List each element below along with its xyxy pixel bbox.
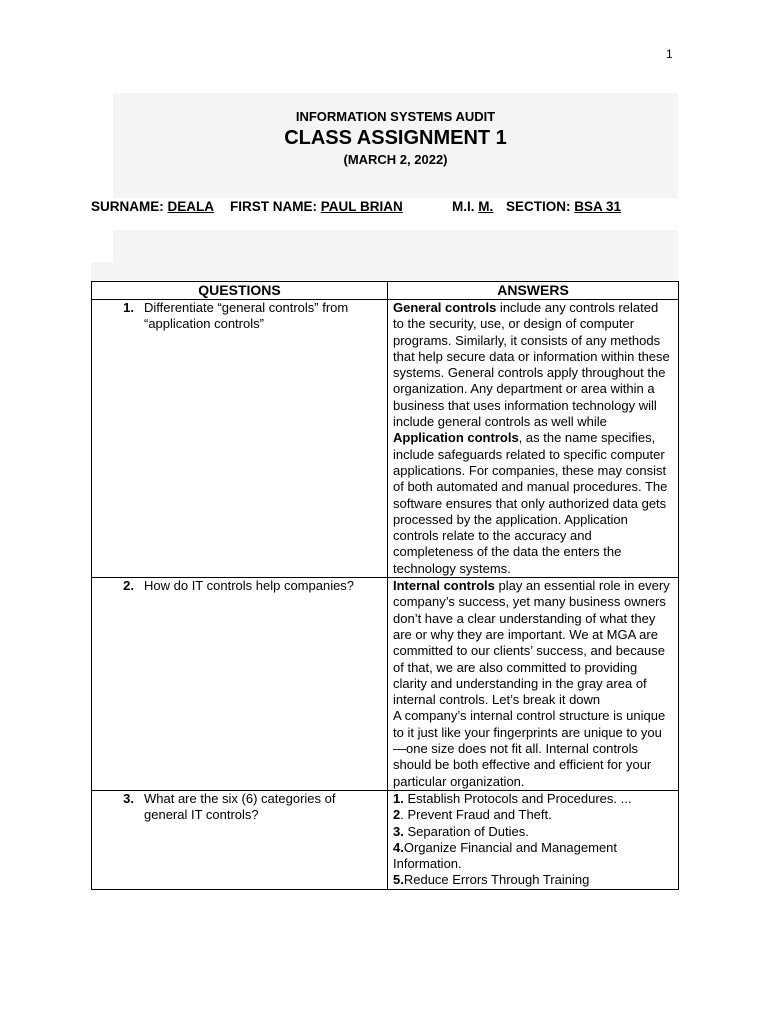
surname-label: SURNAME: (91, 199, 164, 214)
header-shading-corner (91, 262, 113, 280)
section-field (506, 199, 621, 214)
table-row (92, 300, 679, 578)
answers-header: ANSWERS (388, 282, 679, 300)
list-item-text: Separation of Duties. (403, 823, 529, 839)
course-title: INFORMATION SYSTEMS AUDIT (295, 109, 496, 124)
answer-term-application-controls: Application controls (393, 430, 519, 446)
list-item-text: . Prevent Fraud and Theft. (400, 807, 552, 823)
question-text: Differentiate “general controls” from “application controls” (144, 300, 349, 332)
table-row (92, 578, 679, 791)
question-text: What are the six (6) categories of general IT controls? (144, 790, 336, 823)
mi-label: M.I. (452, 199, 475, 214)
first-name-value: PAUL BRIAN (320, 199, 403, 214)
answer-term-internal-controls: Internal controls (393, 578, 495, 594)
list-item-number: 4. (393, 839, 404, 855)
answer-list-item (393, 791, 672, 807)
answer-list-item (393, 824, 672, 840)
answer-text: play an essential role in every company’s success, yet many business owners don’t have a clear understanding of what they are or why they are important. We at MGA are committed to our clients’ success, and because of that, we are also committed to providing clarity and understanding in the gray area of internal controls. Let’s break it down (393, 578, 670, 708)
header-shading-lower (113, 230, 678, 280)
title-block (113, 108, 678, 168)
list-item-number: 3. (393, 823, 404, 839)
questions-header: QUESTIONS (92, 282, 388, 300)
question-number: 1. (123, 300, 134, 315)
section-value: BSA 31 (574, 199, 622, 214)
question-cell (92, 578, 388, 791)
answer-text: A company’s internal control structure is unique to it just like your fingerprints are unique to you—one size does not fit all. Internal controls should be both effective and efficient for your particular organization. (393, 708, 666, 789)
answer-text: include any controls related to the security, use, or design of computer programs. Similarly, it consists of any methods that help secure data or information within these systems. General controls apply throughout the organization. Any department or area within a business that uses information technology will include general controls as well while (393, 300, 670, 430)
answer-list-item (393, 807, 672, 823)
question-cell (92, 300, 388, 578)
question-number: 3. (123, 790, 134, 806)
section-label: SECTION: (506, 199, 571, 214)
list-item-text: Establish Protocols and Procedures. ... (403, 790, 632, 806)
table-row (92, 790, 679, 889)
question-number: 2. (123, 578, 134, 594)
answer-cell (388, 300, 679, 578)
first-name-label: FIRST NAME: (230, 199, 317, 214)
assignment-date: (MARCH 2, 2022) (343, 152, 448, 167)
answer-list-item (393, 840, 672, 873)
list-item-number: 2 (393, 807, 401, 823)
surname-value: DEALA (167, 199, 215, 214)
page-number: 1 (666, 47, 673, 61)
question-text: How do IT controls help companies? (144, 578, 355, 594)
list-item-number: 5. (393, 872, 404, 888)
first-name-field (230, 199, 403, 214)
list-item-text: Reduce Errors Through Training (403, 872, 590, 888)
mi-field (452, 199, 493, 214)
question-cell (92, 790, 388, 889)
table-header-row (92, 282, 679, 300)
answer-text: , as the name specifies, include safeguards related to specific computer applications. For companies, these may consist of both automated and manual procedures. The software ensures that only authorized data gets processed by the application. Application controls relate to the accuracy and completeness of the data the enters the technology systems. (393, 430, 668, 576)
assignment-title: CLASS ASSIGNMENT 1 (284, 127, 507, 149)
list-item-text: Organize Financial and Management Information. (393, 839, 618, 872)
list-item-number: 1. (393, 790, 404, 806)
answer-cell (388, 578, 679, 791)
answer-list-item (393, 872, 672, 888)
mi-value: M. (478, 199, 494, 214)
surname-field (91, 199, 214, 214)
answer-cell (388, 790, 679, 889)
qa-table (91, 281, 679, 890)
answer-term-general-controls: General controls (393, 300, 497, 315)
